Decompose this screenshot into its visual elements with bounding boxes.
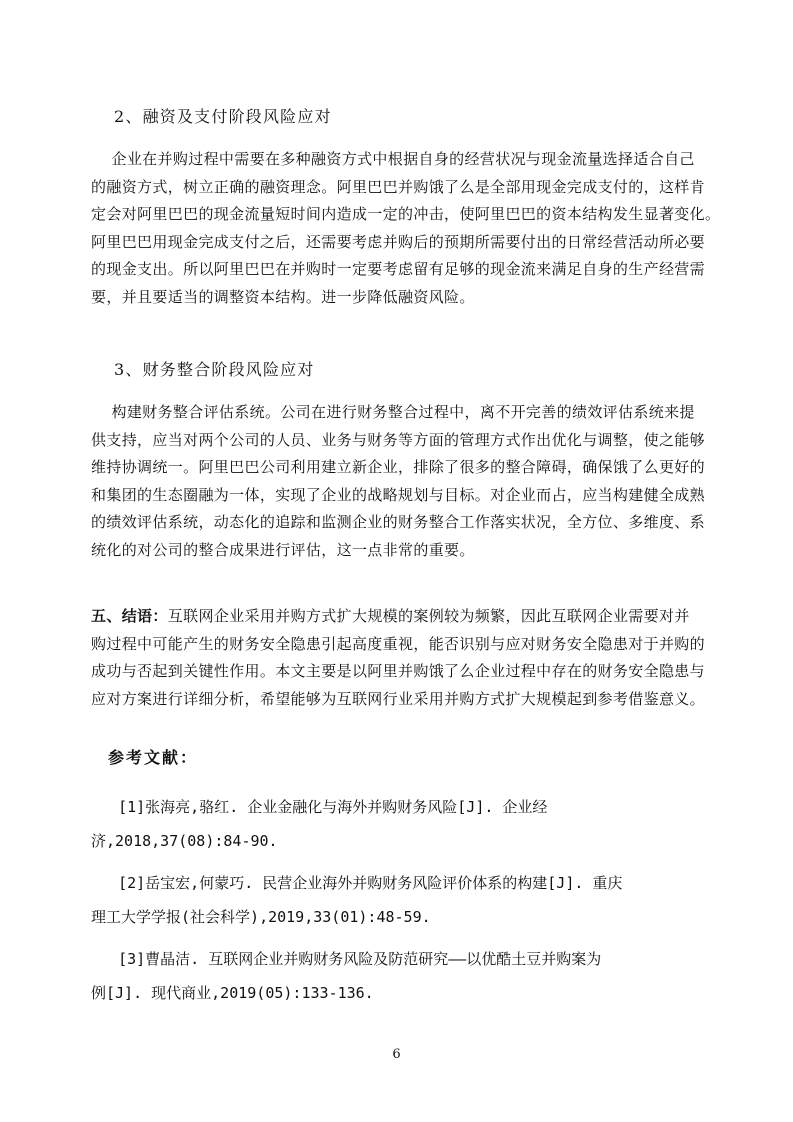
reference-line: [1]张海亮,骆红. 企业金融化与海外并购财务风险[J]. 企业经 <box>91 798 548 816</box>
paragraph-line: 企业在并购过程中需要在多种融资方式中根据自身的经营状况与现金流量选择适合自己 <box>91 150 695 168</box>
references-title: 参考文献： <box>108 748 199 767</box>
paragraph-line: 阿里巴巴用现金完成支付之后，还需要考虑并购后的预期所需要付出的日常经营活动所必要 <box>91 232 706 251</box>
section-heading-financing: 2、融资及支付阶段风险应对 <box>114 107 332 126</box>
paragraph-line: 的现金支出。所以阿里巴巴在并购时一定要考虑留有足够的现金流来满足自身的生产经营需 <box>91 260 706 278</box>
reference-line: 济,2018,37(08):84-90. <box>91 832 278 850</box>
paragraph-line: 和集团的生态圈融为一体，实现了企业的战略规划与目标。对企业而占，应当构建健全成熟 <box>91 485 706 504</box>
paragraph-financing <box>91 146 721 311</box>
conclusion-label: 五、结语： <box>91 607 168 625</box>
reference-item <box>91 866 723 934</box>
conclusion-first-text: 互联网企业采用并购方式扩大规模的案例较为频繁，因此互联网企业需要对并 <box>167 607 690 625</box>
reference-line: [3]曹晶洁. 互联网企业并购财务风险及防范研究——以优酷土豆并购案为 <box>91 950 602 968</box>
paragraph-line: 成功与否起到关键性作用。本文主要是以阿里并购饿了么企业过程中存在的财务安全隐患与 <box>91 662 706 680</box>
paragraph-integration <box>91 399 716 564</box>
page-number: 6 <box>392 1047 401 1062</box>
reference-item <box>91 790 723 858</box>
paragraph-line: 应对方案进行详细分析，希望能够为互联网行业采用并购方式扩大规模起到参考借鉴意义。 <box>91 689 706 708</box>
paragraph-line: 供支持，应当对两个公司的人员、业务与财务等方面的管理方式作出优化与调整，使之能够 <box>91 430 706 449</box>
paragraph-line: 维持协调统一。阿里巴巴公司利用建立新企业，排除了很多的整合障碍，确保饿了么更好的 <box>91 458 706 476</box>
reference-line: 例[J]. 现代商业,2019(05):133-136. <box>91 984 374 1002</box>
paragraph-line: 的融资方式，树立正确的融资理念。阿里巴巴并购饿了么是全部用现金完成支付的，这样肯 <box>91 177 706 196</box>
reference-line: [2]岳宝宏,何蒙巧. 民营企业海外并购财务风险评价体系的构建[J]. 重庆 <box>91 874 623 892</box>
paragraph-line: 统化的对公司的整合成果进行评估，这一点非常的重要。 <box>91 540 475 559</box>
paragraph-line: 购过程中可能产生的财务安全隐患引起高度重视，能否识别与应对财务安全隐患对于并购的 <box>91 634 706 653</box>
paragraph-line: 要，并且要适当的调整资本结构。进一步降低融资风险。 <box>91 287 475 306</box>
conclusion-first-line <box>91 603 716 631</box>
section-heading-integration: 3、财务整合阶段风险应对 <box>114 360 315 379</box>
paragraph-conclusion <box>91 603 716 713</box>
paragraph-line: 构建财务整合评估系统。公司在进行财务整合过程中，离不开完善的绩效评估系统来提 <box>91 403 695 421</box>
paragraph-line: 的绩效评估系统，动态化的追踪和监测企业的财务整合工作落实状况，全方位、多维度、系 <box>91 513 706 531</box>
reference-line: 理工大学学报(社会科学),2019,33(01):48-59. <box>91 908 431 926</box>
reference-item <box>91 942 723 1010</box>
paragraph-line: 定会对阿里巴巴的现金流量短时间内造成一定的冲击，使阿里巴巴的资本结构发生显著变化。 <box>91 205 721 223</box>
